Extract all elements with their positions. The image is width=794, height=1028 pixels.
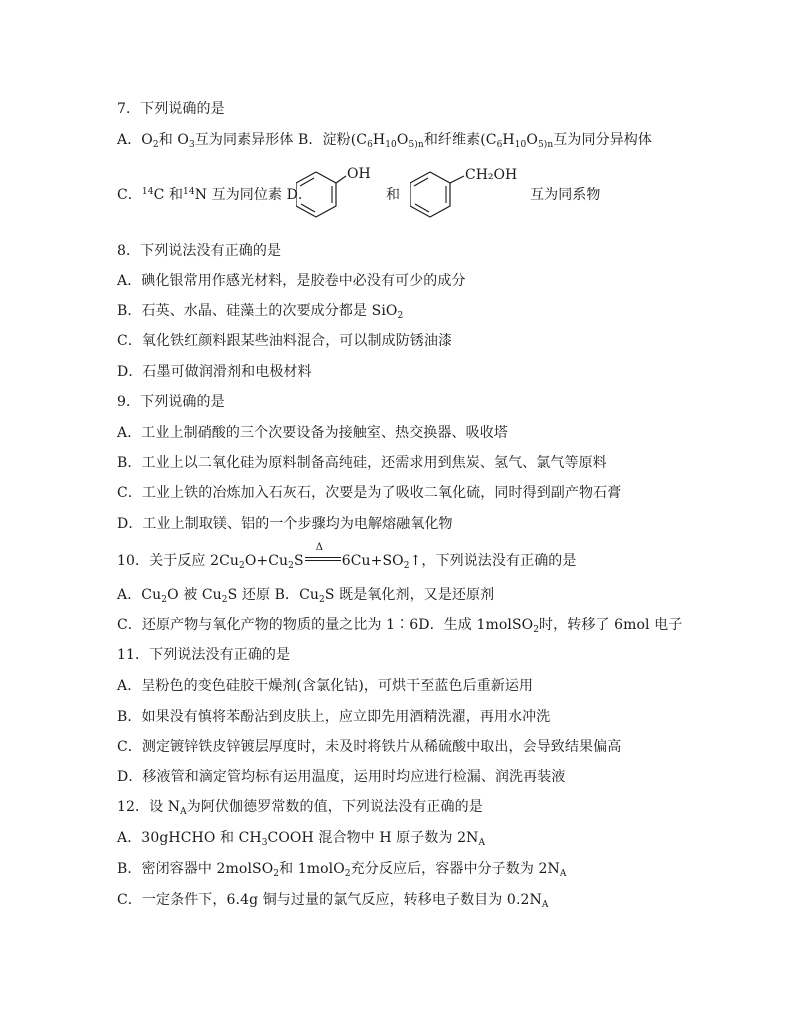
subscript: 2 <box>319 595 325 605</box>
benzyl-ch2oh-label: CH₂OH <box>465 167 518 183</box>
q8-option-b <box>117 302 403 320</box>
subscript: 3 <box>261 838 268 848</box>
heat-reaction-arrow <box>305 542 341 566</box>
q12-stem <box>117 798 483 816</box>
text: 时，转移了 6mol 电子 <box>539 617 683 633</box>
subscript: 2 <box>403 561 410 571</box>
q9-option-a: A．工业上制硝酸的三个次要设备为接触室、热交换器、吸收塔 <box>117 425 508 441</box>
q12-option-a <box>117 829 485 847</box>
text: 和 1molO <box>279 861 345 877</box>
text: ↑，下列说法没有正确的是 <box>409 553 577 569</box>
text: C． <box>117 187 142 203</box>
q9-stem: 9．下列说确的是 <box>117 394 225 410</box>
subscript: 2 <box>344 869 351 879</box>
text: O+Cu <box>244 553 289 569</box>
q10-option-a-b <box>117 586 494 604</box>
q11-option-d: D．移液管和滴定管均标有运用温度，运用时均应进行检漏、润洗再装液 <box>117 769 566 785</box>
subscript: 6 <box>496 140 503 150</box>
q7-option-d-end: 互为同系物 <box>530 187 601 203</box>
phenol-structure <box>296 164 376 226</box>
subscript: 10 <box>385 140 397 150</box>
q11-option-a: A．呈粉色的变色硅胶干燥剂(含氯化钴)，可烘干至蓝色后重新运用 <box>117 678 534 694</box>
subscript: 3 <box>188 140 195 150</box>
text: O <box>526 132 538 148</box>
q11-stem: 11．下列说法没有正确的是 <box>117 647 291 663</box>
and-text: 和 <box>386 187 401 203</box>
q7-option-a-b <box>117 131 652 149</box>
text: O 被 Cu <box>167 587 222 603</box>
subscript: 6 <box>367 140 373 150</box>
text: 6Cu+SO <box>341 553 404 569</box>
text: H <box>502 132 515 148</box>
subscript: A <box>541 900 549 910</box>
subscript: 2 <box>533 625 540 635</box>
subscript: A <box>478 838 486 848</box>
text: B．密闭容器中 2molSO <box>117 861 274 877</box>
subscript: 5 <box>408 140 415 150</box>
text: S 还原 B．Cu <box>227 587 320 603</box>
q8-option-c: C．氧化铁红颜料跟某些油料混合，可以制成防锈油漆 <box>117 333 453 349</box>
text: A．O <box>117 132 153 148</box>
text: A．30gHCHO 和 CH <box>117 830 262 846</box>
benzyl-alcohol-structure <box>410 164 530 226</box>
text: 和纤维素(C <box>423 132 497 148</box>
subscript: )n <box>414 140 424 150</box>
q7-option-c-d <box>117 186 312 204</box>
q12-option-b <box>117 860 567 878</box>
subscript: 2 <box>221 595 228 605</box>
q12-option-c <box>117 891 548 909</box>
text: S 既是氧化剂，又是还原剂 <box>324 587 495 603</box>
q8-stem: 8．下列说法没有正确的是 <box>117 243 282 259</box>
superscript: 14 <box>183 187 195 197</box>
text: 和 O <box>158 132 189 148</box>
text: 互为同素异形体 B．淀粉(C <box>194 132 368 148</box>
q11-option-b: B．如果没有慎将苯酚沾到皮肤上，应立即先用酒精洗濯，再用水冲洗 <box>117 709 551 725</box>
text: COOH 混合物中 H 原子数为 2N <box>267 830 479 846</box>
text: A．Cu <box>117 587 162 603</box>
subscript: 2 <box>161 595 168 605</box>
delta-symbol: Δ <box>315 542 324 553</box>
subscript: 2 <box>288 561 294 571</box>
subscript: )n <box>543 140 554 150</box>
text: 为阿伏伽德罗常数的值，下列说法没有正确的是 <box>186 799 483 815</box>
text: H <box>372 132 386 148</box>
subscript: 5 <box>537 140 544 150</box>
q7-stem: 7．下列说确的是 <box>117 101 225 117</box>
q9-option-c: C．工业上铁的冶炼加入石灰石，次要是为了吸收二氧化硫，同时得到副产物石膏 <box>117 485 622 501</box>
text: C．还原产物与氧化产物的物质的量之比为 1∶6D．生成 1molSO <box>117 617 534 633</box>
text: N 互为同位素 D． <box>194 187 313 203</box>
q8-option-a: A．碘化银常用作感光材料，是胶卷中必没有可少的成分 <box>117 273 466 289</box>
subscript: 2 <box>152 140 159 150</box>
q8-option-d: D．石墨可做润滑剂和电极材料 <box>117 364 312 380</box>
subscript: 2 <box>397 311 404 321</box>
phenol-oh-label: OH <box>347 166 371 182</box>
text: B．石英、水晶、硅藻土的次要成分都是 SiO <box>117 303 398 319</box>
text: 互为同分异构体 <box>553 132 653 148</box>
subscript: A <box>180 807 187 817</box>
q9-option-b: B．工业上以二氧化硅为原料制备高纯硅，还需求用到焦炭、氢气、氯气等原料 <box>117 455 607 471</box>
q9-option-d: D．工业上制取镁、铝的一个步骤均为电解熔融氧化物 <box>117 516 453 532</box>
subscript: 2 <box>239 561 245 571</box>
text: 10．关于反应 2Cu <box>117 553 239 569</box>
text: O <box>396 132 409 148</box>
subscript: 10 <box>514 140 527 150</box>
subscript: A <box>559 869 567 879</box>
q10-stem <box>117 542 577 571</box>
q10-option-c-d <box>117 616 682 634</box>
text: C．一定条件下，6.4g 铜与过量的氯气反应，转移电子数目为 0.2N <box>117 892 542 908</box>
subscript: 2 <box>273 869 280 879</box>
text: 充分反应后，容器中分子数为 2N <box>350 861 560 877</box>
q11-option-c: C．测定镀锌铁皮锌镀层厚度时，未及时将铁片从稀硫酸中取出，会导致结果偏高 <box>117 739 622 755</box>
text: 12．设 N <box>117 799 181 815</box>
text: S <box>294 553 304 569</box>
superscript: 14 <box>141 187 154 197</box>
text: C 和 <box>153 187 184 203</box>
